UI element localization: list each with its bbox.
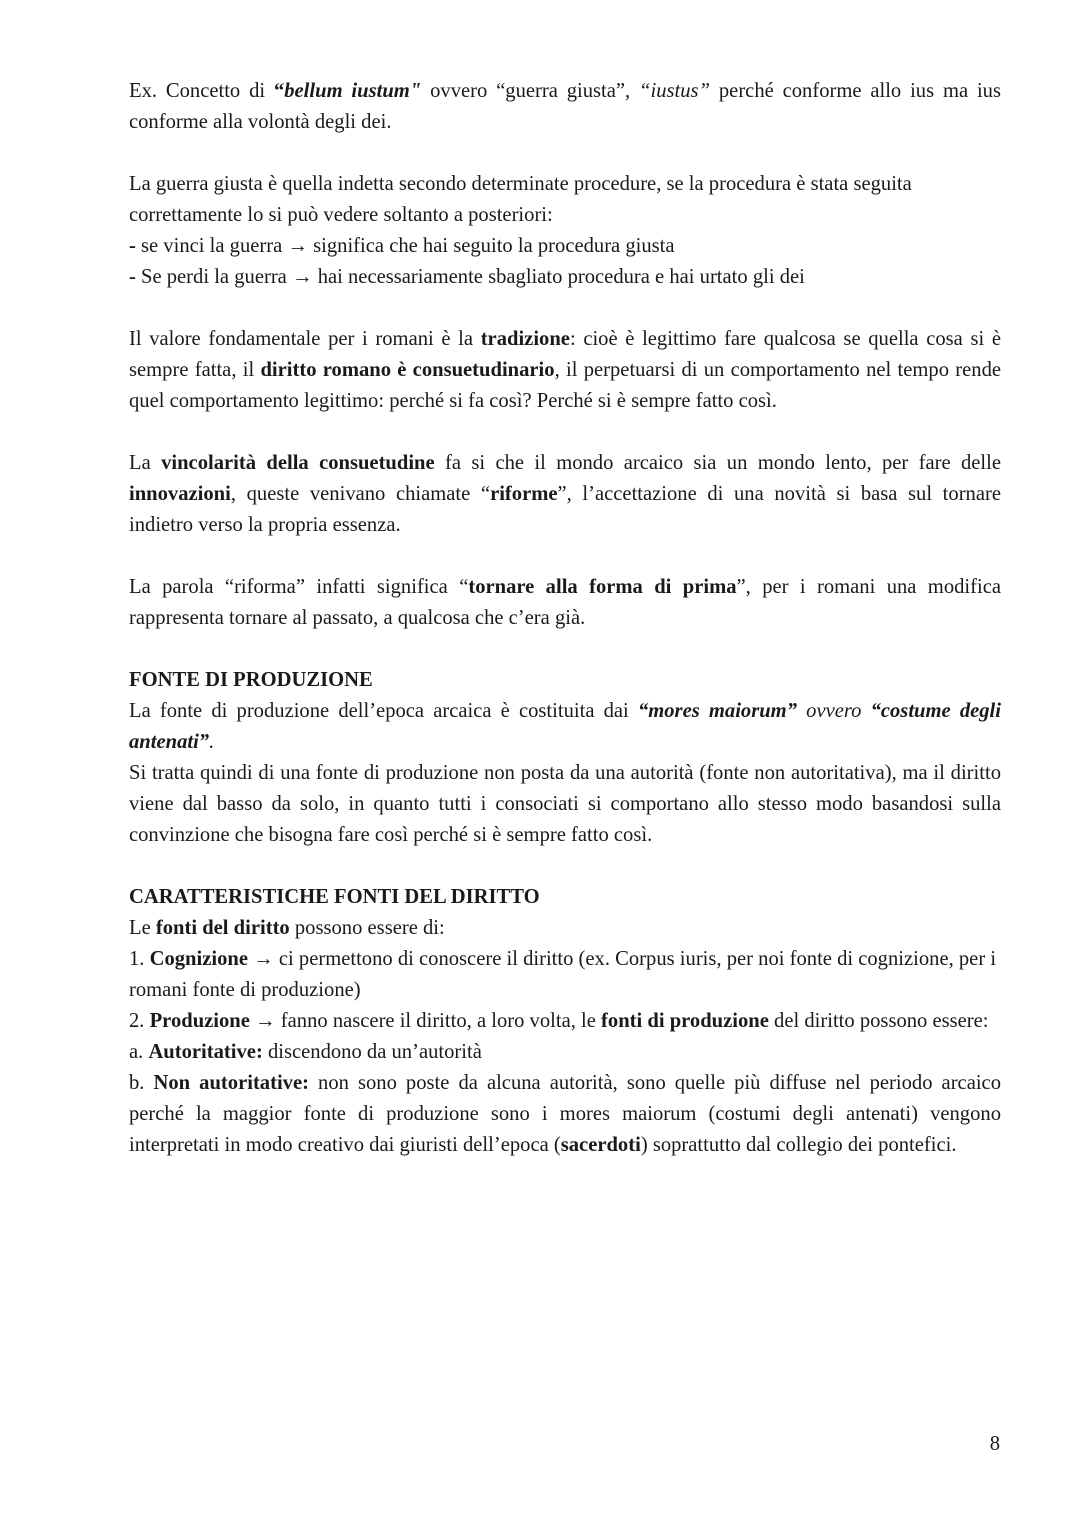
- list-item-continuation: romani fonte di produzione): [129, 979, 361, 1001]
- bold-term: fonti del diritto: [155, 917, 290, 939]
- text: La fonte di produzione dell’epoca arcaica è costituita dai: [129, 700, 638, 722]
- list-item-text: se vinci la guerra → significa che hai seguito la procedura giusta: [135, 235, 675, 257]
- bold-term: Autoritative:: [148, 1041, 263, 1063]
- text: discendono da un’autorità: [262, 1041, 482, 1063]
- paragraph-mores-maiorum: [129, 696, 1001, 758]
- text: La: [129, 452, 162, 474]
- text: possono essere di:: [289, 917, 445, 939]
- text: ovvero “guerra giusta”,: [421, 80, 640, 102]
- term-mores-maiorum: “mores maiorum”: [637, 700, 797, 722]
- section-heading-fonte-produzione: FONTE DI PRODUZIONE: [129, 669, 373, 691]
- bold-term: vincolarità della consuetudine: [161, 452, 435, 474]
- text: , il perpetuarsi di un comportamento nel tempo rende quel comportamento legittimo: perché si fa così? Perché si è sempre fatto così.: [129, 359, 1001, 412]
- bold-term: sacerdoti: [560, 1134, 641, 1156]
- list-item: - se vinci la guerra → significa che hai seguito la procedura giusta: [129, 235, 675, 257]
- text: La parola “riforma” infatti significa “: [129, 576, 469, 598]
- list-item-produzione: [129, 1006, 1001, 1037]
- text: ovvero: [797, 700, 871, 722]
- bold-term: innovazioni: [129, 483, 231, 505]
- paragraph-line: correttamente lo si può vedere soltanto a posteriori:: [129, 204, 553, 226]
- paragraph-bellum-iustum: [129, 76, 1001, 138]
- list-letter: b.: [129, 1072, 154, 1094]
- list-item-text: Se perdi la guerra → hai necessariamente sbagliato procedura e hai urtato gli dei: [135, 266, 805, 288]
- paragraph-intro: [129, 913, 1001, 944]
- text: → fanno nascere il diritto, a loro volta, le: [249, 1010, 602, 1032]
- paragraph-fonte-non-autoritativa: Si tratta quindi di una fonte di produzione non posta da una autorità (fonte non autoritativa), ma il diritto viene dal basso da solo, in quanto tutti i consociati si comportano allo stesso modo basandosi sulla convinzione che bisogna fare così perché si è sempre fatto così.: [129, 762, 1001, 846]
- term-iustus: “iustus”: [639, 80, 711, 102]
- text: , queste venivano chiamate “: [230, 483, 491, 505]
- text: ) soprattutto dal collegio dei pontefici.: [640, 1134, 957, 1156]
- sub-item-autoritative: [129, 1037, 1001, 1068]
- bold-term: Non autoritative:: [153, 1072, 309, 1094]
- paragraph-guerra-giusta: La guerra giusta è quella indetta secondo determinate procedure, se la procedura è stata seguita: [129, 173, 912, 195]
- bold-term: tradizione: [480, 328, 570, 350]
- text: “: [273, 80, 285, 102]
- list-item-cognizione: [129, 944, 1001, 975]
- text: Ex. Concetto di: [129, 80, 274, 102]
- text: perché conforme allo ius ma ius conforme alla volontà degli dei.: [129, 80, 1001, 133]
- text: Il valore fondamentale per i romani è la: [129, 328, 481, 350]
- bold-term: Produzione: [149, 1010, 250, 1032]
- text: fa si che il mondo arcaico sia un mondo lento, per fare delle: [434, 452, 1001, 474]
- list-number: 1.: [129, 948, 150, 970]
- paragraph-vincolarita: [129, 448, 1001, 541]
- text: ”, per i romani una modifica rappresenta tornare al passato, a qualcosa che c’era già.: [129, 576, 1002, 629]
- section-heading-caratteristiche: CARATTERISTICHE FONTI DEL DIRITTO: [129, 886, 540, 908]
- paragraph-tradizione: [129, 324, 1001, 417]
- bold-term: riforme: [490, 483, 558, 505]
- text: .: [209, 731, 215, 753]
- paragraph-riforma: [129, 572, 1001, 634]
- bold-term: diritto romano è consuetudinario: [260, 359, 555, 381]
- list-number: 2.: [129, 1010, 150, 1032]
- bold-term: tornare alla forma di prima: [468, 576, 737, 598]
- text: non sono poste da alcuna autorità, sono quelle più diffuse nel periodo arcaico perché la maggior fonte di produzione sono i mores maiorum (costumi degli antenati) vengono interpretati in modo creativo dai giuristi dell’epoca (: [129, 1072, 1001, 1156]
- text: del diritto possono essere:: [768, 1010, 989, 1032]
- text: ”, l’accettazione di una novità si basa sul tornare indietro verso la propria essenza.: [129, 483, 1001, 536]
- list-item: - Se perdi la guerra → hai necessariamente sbagliato procedura e hai urtato gli dei: [129, 266, 805, 288]
- page-content: [129, 76, 1001, 1161]
- list-letter: a.: [129, 1041, 149, 1063]
- text: Le: [129, 917, 156, 939]
- term-costume-antenati: “costume degli antenati”: [129, 700, 1001, 753]
- text: : cioè è legittimo fare qualcosa se quella cosa si è sempre fatta, il: [129, 328, 1001, 381]
- bold-term: Cognizione: [149, 948, 248, 970]
- term-bellum-iustum: bellum iustum": [284, 80, 422, 102]
- sub-item-non-autoritative: [129, 1068, 1001, 1161]
- bold-term: fonti di produzione: [601, 1010, 769, 1032]
- text: → ci permettono di conoscere il diritto (ex. Corpus iuris, per noi fonte di cognizione, per i: [248, 948, 997, 970]
- page-number: 8: [989, 1433, 1000, 1455]
